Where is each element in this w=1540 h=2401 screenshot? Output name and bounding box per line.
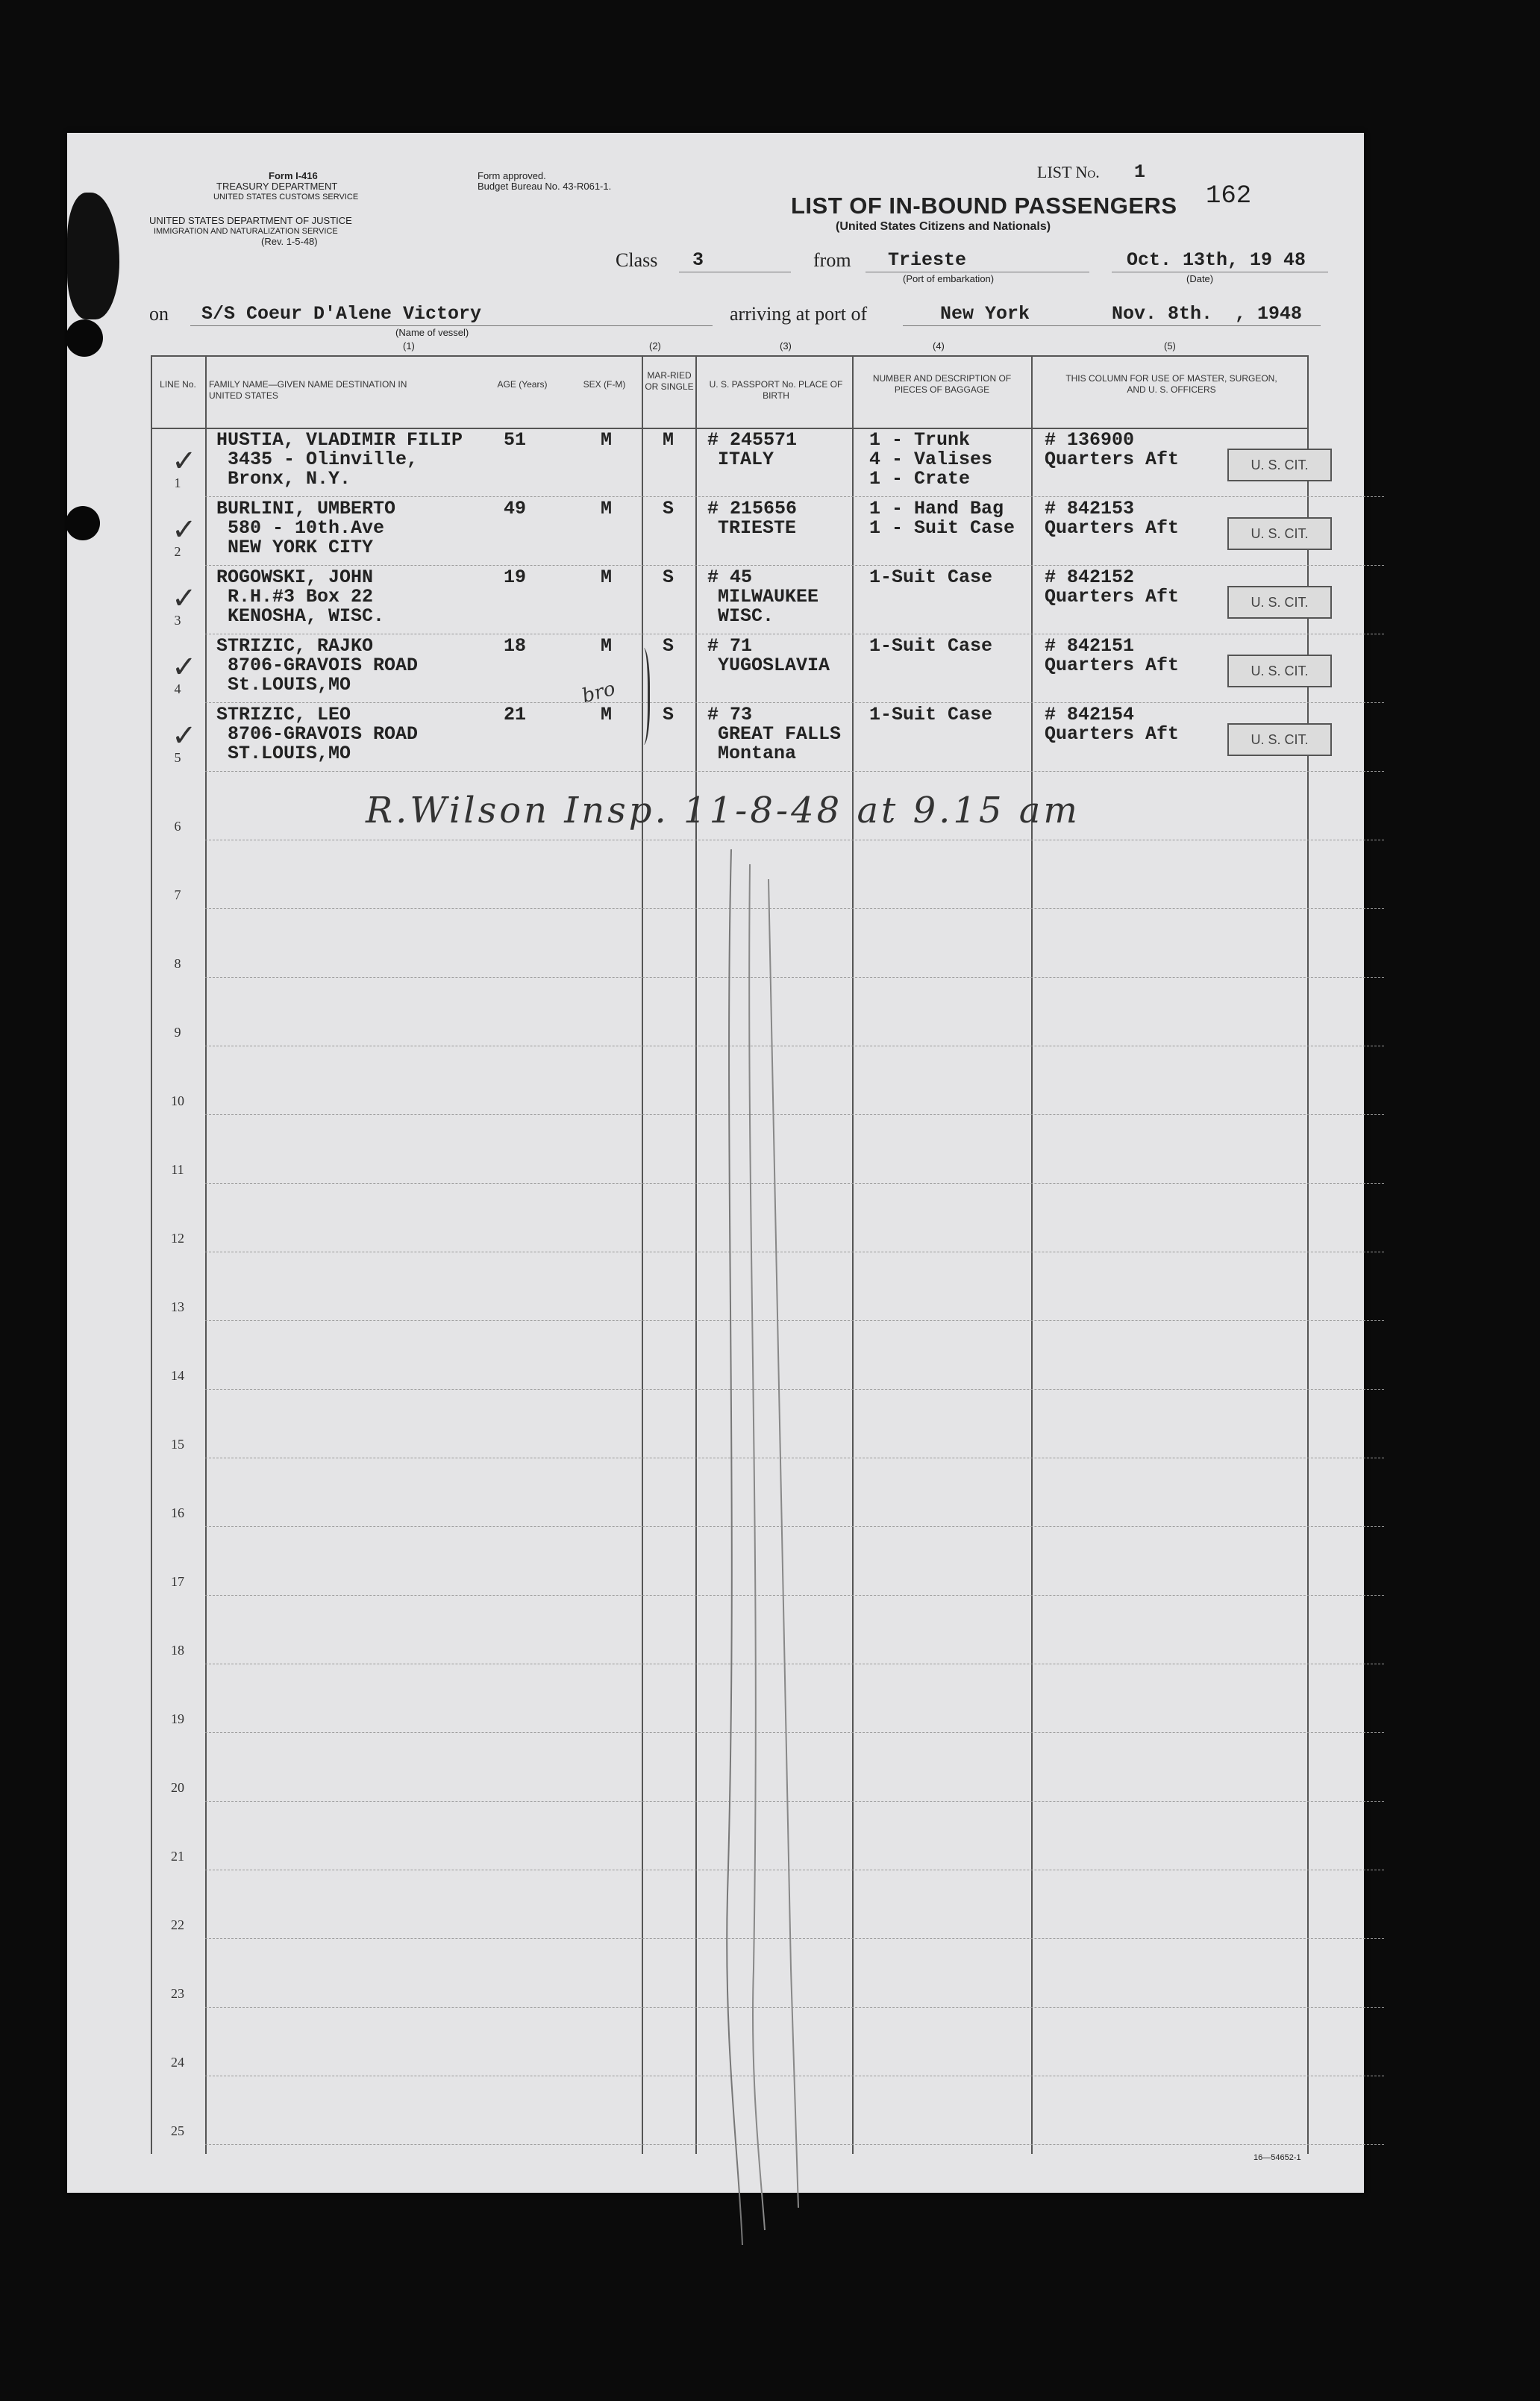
passenger-age: 51 — [504, 429, 527, 451]
passenger-name: ROGOWSKI, JOHN — [216, 566, 374, 588]
destination-line-2: ST.LOUIS,MO — [228, 743, 351, 764]
class-value: 3 — [692, 249, 704, 271]
quarters-note: Quarters Aft — [1045, 723, 1180, 745]
passenger-sex: M — [601, 498, 613, 519]
us-citizen-stamp: U. S. CIT. — [1227, 723, 1332, 756]
ink-blot — [67, 193, 119, 319]
col-number-1: (1) — [403, 340, 415, 352]
line-number: 19 — [171, 1711, 184, 1726]
footer-code: 16—54652-1 — [1253, 2153, 1301, 2162]
destination-line-2: St.LOUIS,MO — [228, 674, 351, 696]
port-of-embarkation: Trieste — [888, 249, 967, 271]
place-of-birth: TRIESTE — [718, 517, 797, 539]
embark-caption: (Port of embarkation) — [903, 273, 995, 284]
col-head-baggage: NUMBER AND DESCRIPTION OF PIECES OF BAGGAGE — [872, 373, 1012, 395]
marital-status: S — [663, 635, 674, 657]
quarters-note: Quarters Aft — [1045, 655, 1180, 676]
marital-status: S — [663, 498, 674, 519]
col-number-4: (4) — [933, 340, 945, 352]
line-number: 16 — [171, 1505, 184, 1520]
col-divider — [1307, 355, 1309, 2154]
col-head-married: MAR-RIED OR SINGLE — [645, 370, 694, 392]
col-divider — [151, 355, 152, 2154]
place-of-birth: GREAT FALLS — [718, 723, 842, 745]
destination-line-1: 8706-GRAVOIS ROAD — [228, 655, 419, 676]
from-label: from — [813, 249, 851, 271]
arrival-date: Nov. 8th. — [1112, 303, 1213, 325]
passenger-age: 21 — [504, 704, 527, 725]
row-separator — [205, 771, 1384, 772]
place-of-birth: YUGOSLAVIA — [718, 655, 830, 676]
col-divider — [642, 355, 643, 2154]
quarters-note: Quarters Aft — [1045, 449, 1180, 470]
arrival-port: New York — [940, 303, 1030, 325]
destination-line-1: 3435 - Olinville, — [228, 449, 419, 470]
vessel-caption: (Name of vessel) — [395, 327, 469, 338]
officer-ticket-number: # 136900 — [1045, 429, 1135, 451]
baggage-line-1: 1-Suit Case — [869, 704, 993, 725]
checkmark-icon: ✓ — [172, 719, 197, 753]
destination-line-2: KENOSHA, WISC. — [228, 605, 385, 627]
destination-line-1: 580 - 10th.Ave — [228, 517, 385, 539]
arriving-label: arriving at port of — [730, 303, 868, 325]
line-number: 12 — [171, 1231, 184, 1246]
col-divider — [1031, 355, 1033, 2154]
line-number: 7 — [174, 887, 181, 902]
line-number: 2 — [174, 544, 181, 559]
handwritten-inspection-note: R.Wilson Insp. 11-8-48 at 9.15 am — [366, 790, 1080, 831]
quarters-note: Quarters Aft — [1045, 517, 1180, 539]
passport-number: # 71 — [707, 635, 753, 657]
line-number: 5 — [174, 750, 181, 765]
handwritten-brace — [634, 648, 650, 745]
embark-date: Oct. 13th, 19 48 — [1127, 249, 1306, 271]
col-head-name: FAMILY NAME—GIVEN NAME DESTINATION IN UNITED STATES — [209, 379, 407, 401]
place-of-birth: MILWAUKEE — [718, 586, 819, 608]
line-number: 18 — [171, 1643, 184, 1658]
line-number: 22 — [171, 1917, 184, 1932]
col-number-5: (5) — [1164, 340, 1176, 352]
line-number: 25 — [171, 2123, 184, 2138]
destination-line-1: 8706-GRAVOIS ROAD — [228, 723, 419, 745]
row-separator — [205, 496, 1384, 497]
budget-bureau: Budget Bureau No. 43-R061-1. — [478, 181, 612, 192]
place-of-birth-line-2: Montana — [718, 743, 797, 764]
passport-number: # 73 — [707, 704, 753, 725]
baggage-line-3: 1 - Crate — [869, 468, 971, 490]
line-number: 3 — [174, 613, 181, 628]
pencil-strokes — [709, 849, 858, 2252]
us-citizen-stamp: U. S. CIT. — [1227, 449, 1332, 481]
page-subtitle: (United States Citizens and Nationals) — [836, 220, 1051, 233]
checkmark-icon: ✓ — [172, 650, 197, 684]
officer-ticket-number: # 842154 — [1045, 704, 1135, 725]
list-no-label: LIST No. — [1037, 163, 1100, 181]
baggage-line-1: 1 - Trunk — [869, 429, 971, 451]
passenger-name: STRIZIC, LEO — [216, 704, 351, 725]
us-citizen-stamp: U. S. CIT. — [1227, 655, 1332, 687]
row-separator — [205, 565, 1384, 566]
passenger-sex: M — [601, 635, 613, 657]
passenger-age: 49 — [504, 498, 527, 519]
class-label: Class — [616, 249, 658, 271]
col-number-3: (3) — [780, 340, 792, 352]
passport-number: # 45 — [707, 566, 753, 588]
officer-ticket-number: # 842152 — [1045, 566, 1135, 588]
baggage-line-1: 1-Suit Case — [869, 635, 993, 657]
form-approved: Form approved. — [478, 170, 546, 181]
passport-number: # 245571 — [707, 429, 798, 451]
passenger-age: 19 — [504, 566, 527, 588]
baggage-line-1: 1-Suit Case — [869, 566, 993, 588]
on-label: on — [149, 303, 169, 325]
col-divider — [695, 355, 697, 2154]
officer-ticket-number: # 842153 — [1045, 498, 1135, 519]
col-head-line: LINE No. — [160, 379, 196, 390]
line-number: 4 — [174, 681, 181, 696]
ins-service: IMMIGRATION AND NATURALIZATION SERVICE — [154, 227, 338, 236]
line-number: 1 — [174, 475, 181, 490]
officer-ticket-number: # 842151 — [1045, 635, 1135, 657]
baggage-line-2: 1 - Suit Case — [869, 517, 1015, 539]
checkmark-icon: ✓ — [172, 444, 197, 478]
col-head-passport: U. S. PASSPORT No. PLACE OF BIRTH — [709, 379, 843, 401]
checkmark-icon: ✓ — [172, 513, 197, 547]
line-number: 9 — [174, 1025, 181, 1040]
line-number: 10 — [171, 1093, 184, 1108]
list-no: 1 — [1134, 161, 1146, 183]
table-top-border — [151, 355, 1307, 357]
passport-number: # 215656 — [707, 498, 798, 519]
line-number: 17 — [171, 1574, 184, 1589]
baggage-line-2: 4 - Valises — [869, 449, 993, 470]
line-number: 23 — [171, 1986, 184, 2001]
place-of-birth: ITALY — [718, 449, 774, 470]
col-number-2: (2) — [649, 340, 661, 352]
line-number: 20 — [171, 1780, 184, 1795]
col-head-officers: THIS COLUMN FOR USE OF MASTER, SURGEON, AND U. S. OFFICERS — [1065, 373, 1277, 395]
col-divider — [205, 355, 207, 2154]
arrival-year: , 1948 — [1235, 303, 1303, 325]
passenger-sex: M — [601, 704, 613, 725]
line-number: 13 — [171, 1299, 184, 1314]
marital-status: S — [663, 704, 674, 725]
col-head-sex: SEX (F-M) — [583, 379, 626, 390]
page-number: 162 — [1206, 182, 1252, 210]
vessel-name: S/S Coeur D'Alene Victory — [201, 303, 482, 325]
place-of-birth-line-2: WISC. — [718, 605, 774, 627]
date-caption: (Date) — [1186, 273, 1214, 284]
passenger-sex: M — [601, 566, 613, 588]
line-number: 14 — [171, 1368, 184, 1383]
page-title: LIST OF IN-BOUND PASSENGERS — [791, 193, 1177, 219]
passenger-sex: M — [601, 429, 613, 451]
marital-status: M — [663, 429, 674, 451]
destination-line-1: R.H.#3 Box 22 — [228, 586, 374, 608]
passenger-name: STRIZIC, RAJKO — [216, 635, 374, 657]
punch-hole-top — [66, 319, 103, 357]
line-number: 21 — [171, 1849, 184, 1864]
quarters-note: Quarters Aft — [1045, 586, 1180, 608]
col-head-age: AGE (Years) — [497, 379, 548, 390]
passenger-age: 18 — [504, 635, 527, 657]
marital-status: S — [663, 566, 674, 588]
punch-hole-side — [66, 506, 100, 540]
line-number: 6 — [174, 819, 181, 834]
arrival-underline — [903, 325, 1321, 326]
line-number: 24 — [171, 2055, 184, 2070]
destination-line-2: Bronx, N.Y. — [228, 468, 351, 490]
manifest-page — [67, 133, 1364, 2193]
handwritten-bro-note: bro — [579, 677, 618, 708]
line-number: 15 — [171, 1437, 184, 1452]
form-id: Form I-416 — [269, 170, 318, 181]
customs-service: UNITED STATES CUSTOMS SERVICE — [213, 193, 359, 202]
us-citizen-stamp: U. S. CIT. — [1227, 517, 1332, 550]
revision: (Rev. 1-5-48) — [261, 236, 318, 247]
passenger-name: BURLINI, UMBERTO — [216, 498, 396, 519]
line-number: 8 — [174, 956, 181, 971]
destination-line-2: NEW YORK CITY — [228, 537, 374, 558]
row-separator — [205, 702, 1384, 703]
passenger-name: HUSTIA, VLADIMIR FILIP — [216, 429, 463, 451]
vessel-underline — [190, 325, 713, 326]
checkmark-icon: ✓ — [172, 581, 197, 616]
us-citizen-stamp: U. S. CIT. — [1227, 586, 1332, 619]
treasury-dept: TREASURY DEPARTMENT — [216, 181, 338, 192]
justice-dept: UNITED STATES DEPARTMENT OF JUSTICE — [149, 215, 352, 226]
line-number: 11 — [171, 1162, 184, 1177]
baggage-line-1: 1 - Hand Bag — [869, 498, 1004, 519]
